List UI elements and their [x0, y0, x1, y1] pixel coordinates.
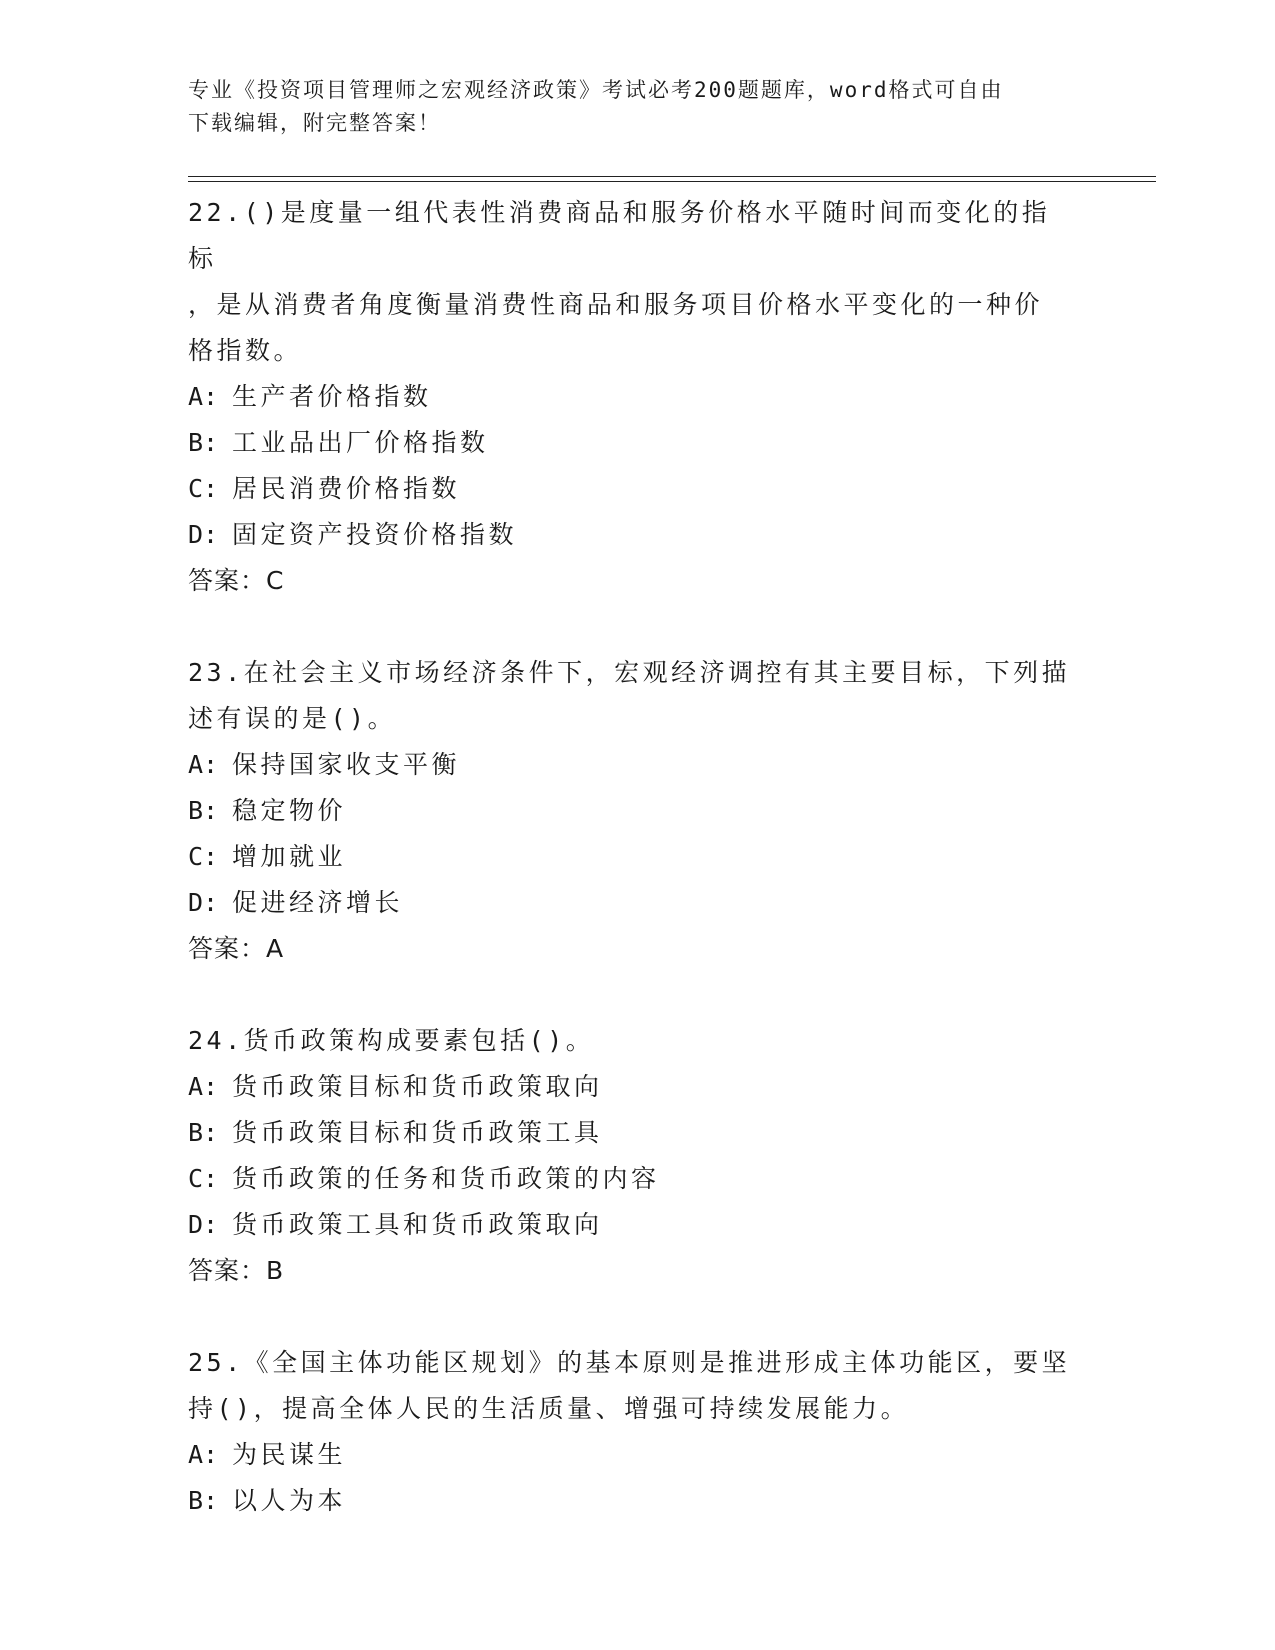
option-key: B:	[188, 1486, 219, 1515]
header-line-2: 下载编辑，附完整答案！	[188, 111, 441, 135]
question-text-line: 23.在社会主义市场经济条件下，宏观经济调控有其主要目标，下列描	[188, 658, 1071, 687]
option-key: C:	[188, 1164, 219, 1193]
question-text-line: ，是从消费者角度衡量消费性商品和服务项目价格水平变化的一种价	[188, 290, 1044, 319]
answer-option	[188, 1202, 1078, 1248]
answer-line: 答案：A	[188, 934, 285, 963]
option-key: D:	[188, 520, 219, 549]
option-text: 增加就业	[232, 842, 347, 871]
answer-option	[188, 742, 1078, 788]
answer-option	[188, 880, 1078, 926]
option-key: A:	[188, 1072, 219, 1101]
option-text: 货币政策工具和货币政策取向	[232, 1210, 603, 1239]
question-list	[188, 190, 1078, 1570]
question-block	[188, 190, 1078, 604]
option-text: 保持国家收支平衡	[232, 750, 461, 779]
question-text-line: 24.货币政策构成要素包括()。	[188, 1026, 595, 1055]
question-text-line: 述有误的是()。	[188, 704, 397, 733]
question-text-line: 格指数。	[188, 336, 303, 365]
document-header	[188, 74, 1068, 140]
header-divider-top	[188, 176, 1156, 177]
answer-option	[188, 788, 1078, 834]
answer-option	[188, 420, 1078, 466]
option-key: B:	[188, 1118, 219, 1147]
option-key: C:	[188, 474, 219, 503]
question-block	[188, 650, 1078, 972]
option-text: 稳定物价	[232, 796, 347, 825]
option-key: B:	[188, 428, 219, 457]
answer-option	[188, 1478, 1078, 1524]
option-text: 生产者价格指数	[232, 382, 432, 411]
option-text: 工业品出厂价格指数	[232, 428, 489, 457]
option-text: 货币政策的任务和货币政策的内容	[232, 1164, 660, 1193]
question-text-line: 持()，提高全体人民的生活质量、增强可持续发展能力。	[188, 1394, 910, 1423]
option-key: B:	[188, 796, 219, 825]
option-key: A:	[188, 382, 219, 411]
header-divider-bottom	[188, 181, 1156, 182]
answer-option	[188, 1156, 1078, 1202]
option-key: A:	[188, 1440, 219, 1469]
option-text: 居民消费价格指数	[232, 474, 461, 503]
answer-option	[188, 834, 1078, 880]
answer-option	[188, 1110, 1078, 1156]
answer-option	[188, 466, 1078, 512]
option-text: 为民谋生	[232, 1440, 347, 1469]
answer-option	[188, 1064, 1078, 1110]
answer-option	[188, 1432, 1078, 1478]
answer-option	[188, 512, 1078, 558]
option-key: D:	[188, 1210, 219, 1239]
option-key: D:	[188, 888, 219, 917]
question-text-line: 22.()是度量一组代表性消费商品和服务价格水平随时间而变化的指标	[188, 198, 1051, 273]
question-block	[188, 1018, 1078, 1294]
answer-option	[188, 374, 1078, 420]
option-text: 固定资产投资价格指数	[232, 520, 518, 549]
option-text: 以人为本	[232, 1486, 347, 1515]
answer-line: 答案：C	[188, 566, 285, 595]
answer-line: 答案：B	[188, 1256, 285, 1285]
question-text-line: 25.《全国主体功能区规划》的基本原则是推进形成主体功能区，要坚	[188, 1348, 1071, 1377]
option-key: C:	[188, 842, 219, 871]
header-line-1: 专业《投资项目管理师之宏观经济政策》考试必考200题题库，word格式可自由	[188, 78, 1004, 102]
option-text: 货币政策目标和货币政策取向	[232, 1072, 603, 1101]
option-text: 货币政策目标和货币政策工具	[232, 1118, 603, 1147]
question-block	[188, 1340, 1078, 1524]
option-text: 促进经济增长	[232, 888, 404, 917]
option-key: A:	[188, 750, 219, 779]
